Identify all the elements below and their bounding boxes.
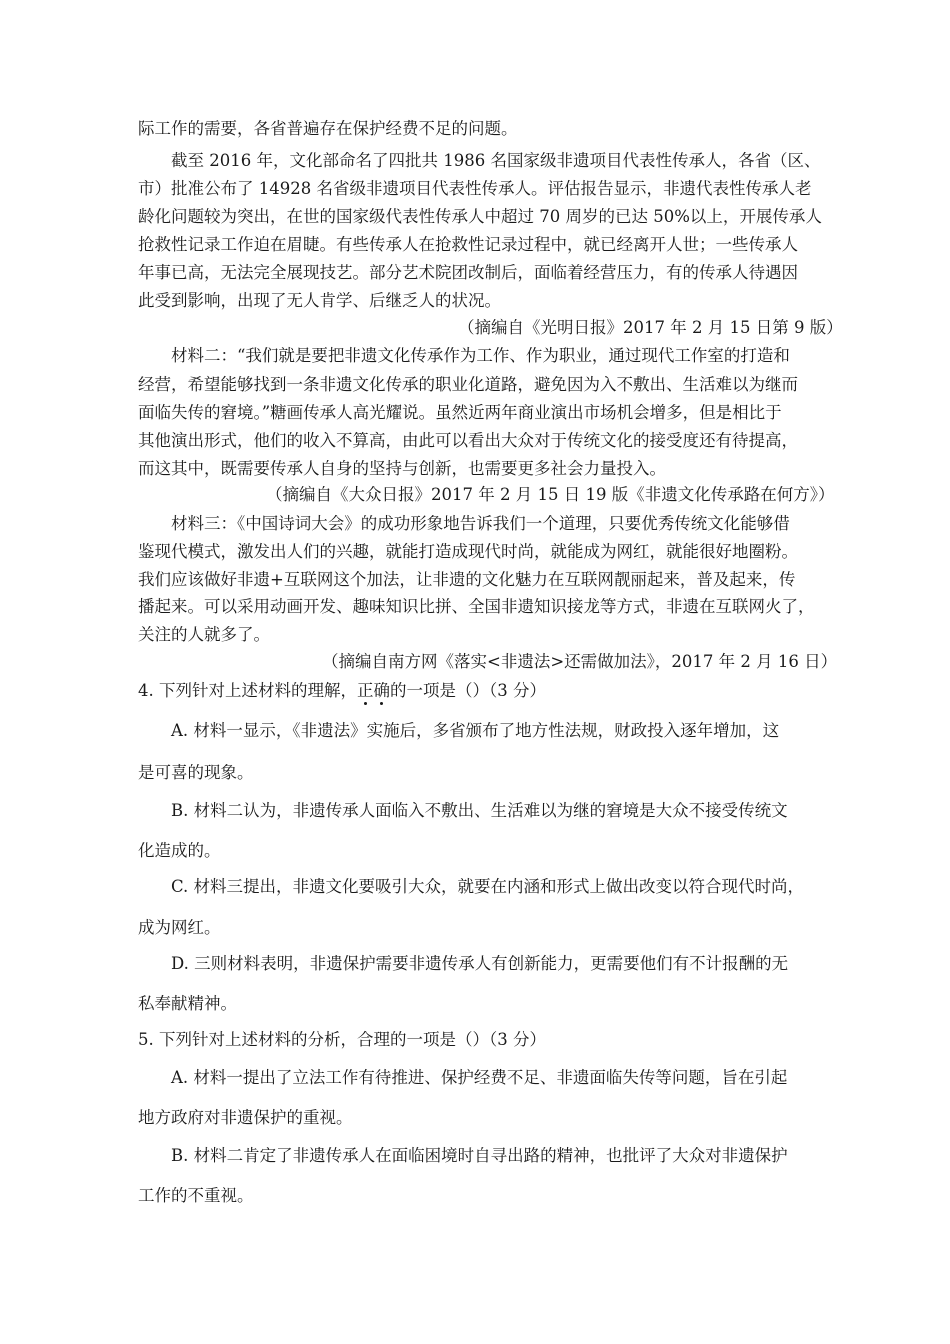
- option-b-line: B. 材料二认为，非遗传承人面临入不敷出、生活难以为继的窘境是大众不接受传统文: [138, 801, 788, 820]
- question-4-stem: [138, 680, 546, 702]
- paragraph-line: 而这其中，既需要传承人自身的坚持与创新，也需要更多社会力量投入。: [138, 459, 666, 478]
- paragraph-line: 市）批准公布了 14928 名省级非遗项目代表性传承人。评估报告显示，非遗代表性传承人老: [138, 179, 812, 198]
- option-d-line: D. 三则材料表明，非遗保护需要非遗传承人有创新能力，更需要他们有不计报酬的无: [138, 954, 789, 973]
- paragraph-line: 材料二：“我们就是要把非遗文化传承作为工作、作为职业，通过现代工作室的打造和: [138, 346, 790, 365]
- question-5-stem: 5. 下列针对上述材料的分析，合理的一项是（）（3 分）: [138, 1030, 546, 1049]
- paragraph-line: 面临失传的窘境。”糖画传承人高光耀说。虽然近两年商业演出市场机会增多，但是相比于: [138, 403, 782, 422]
- option-d-line: 私奉献精神。: [138, 994, 237, 1013]
- option-b-line: 化造成的。: [138, 841, 221, 860]
- option-a-line: A. 材料一提出了立法工作有待推进、保护经费不足、非遗面临失传等问题，旨在引起: [138, 1068, 788, 1087]
- question-stem-text: 的一项是（）（3 分）: [390, 681, 546, 700]
- paragraph-line: 材料三：《中国诗词大会》的成功形象地告诉我们一个道理，只要优秀传统文化能够借: [138, 514, 790, 533]
- source-citation: （摘编自《大众日报》2017 年 2 月 15 日 19 版《非遗文化传承路在何方》）: [266, 485, 835, 504]
- paragraph-line: 年事已高，无法完全展现技艺。部分艺术院团改制后，面临着经营压力，有的传承人待遇因: [138, 263, 798, 282]
- paragraph-line: 鉴现代模式，激发出人们的兴趣，就能打造成现代时尚，就能成为网红，就能很好地圈粉。: [138, 542, 798, 561]
- paragraph-line: 龄化问题较为突出，在世的国家级代表性传承人中超过 70 周岁的已达 50%以上，开展传承人: [138, 207, 822, 226]
- option-a-line: A. 材料一显示，《非遗法》实施后，多省颁布了地方性法规，财政投入逐年增加，这: [138, 721, 780, 740]
- paragraph-line: 经营，希望能够找到一条非遗文化传承的职业化道路，避免因为入不敷出、生活难以为继而: [138, 375, 798, 394]
- source-citation: （摘编自南方网《落实<非遗法>还需做加法》，2017 年 2 月 16 日）: [322, 652, 838, 671]
- option-c-line: C. 材料三提出，非遗文化要吸引大众，就要在内涵和形式上做出改变以符合现代时尚，: [138, 877, 805, 896]
- emphasis-char: 正: [357, 681, 374, 700]
- paragraph-line: 我们应该做好非遗+互联网这个加法，让非遗的文化魅力在互联网靓丽起来，普及起来，传: [138, 570, 796, 589]
- paragraph-line: 关注的人就多了。: [138, 625, 270, 644]
- option-a-line: 是可喜的现象。: [138, 763, 254, 782]
- paragraph-line: 截至 2016 年，文化部命名了四批共 1986 名国家级非遗项目代表性传承人，各省（区、: [138, 151, 821, 170]
- option-b-line: B. 材料二肯定了非遗传承人在面临困境时自寻出路的精神，也批评了大众对非遗保护: [138, 1146, 788, 1165]
- paragraph-line: 抢救性记录工作迫在眉睫。有些传承人在抢救性记录过程中，就已经离开人世；一些传承人: [138, 235, 798, 254]
- paragraph-line: 播起来。可以采用动画开发、趣味知识比拼、全国非遗知识接龙等方式，非遗在互联网火了，: [138, 597, 815, 616]
- paragraph-line: 此受到影响，出现了无人肯学、后继乏人的状况。: [138, 291, 501, 310]
- option-b-line: 工作的不重视。: [138, 1186, 254, 1205]
- paragraph-line: 际工作的需要，各省普遍存在保护经费不足的问题。: [138, 119, 518, 138]
- emphasis-char: 确: [373, 681, 390, 700]
- question-stem-text: 4. 下列针对上述材料的理解，: [138, 681, 357, 700]
- source-citation: （摘编自《光明日报》2017 年 2 月 15 日第 9 版）: [458, 318, 843, 337]
- option-a-line: 地方政府对非遗保护的重视。: [138, 1108, 353, 1127]
- paragraph-line: 其他演出形式，他们的收入不算高，由此可以看出大众对于传统文化的接受度还有待提高，: [138, 431, 798, 450]
- option-c-line: 成为网红。: [138, 918, 221, 937]
